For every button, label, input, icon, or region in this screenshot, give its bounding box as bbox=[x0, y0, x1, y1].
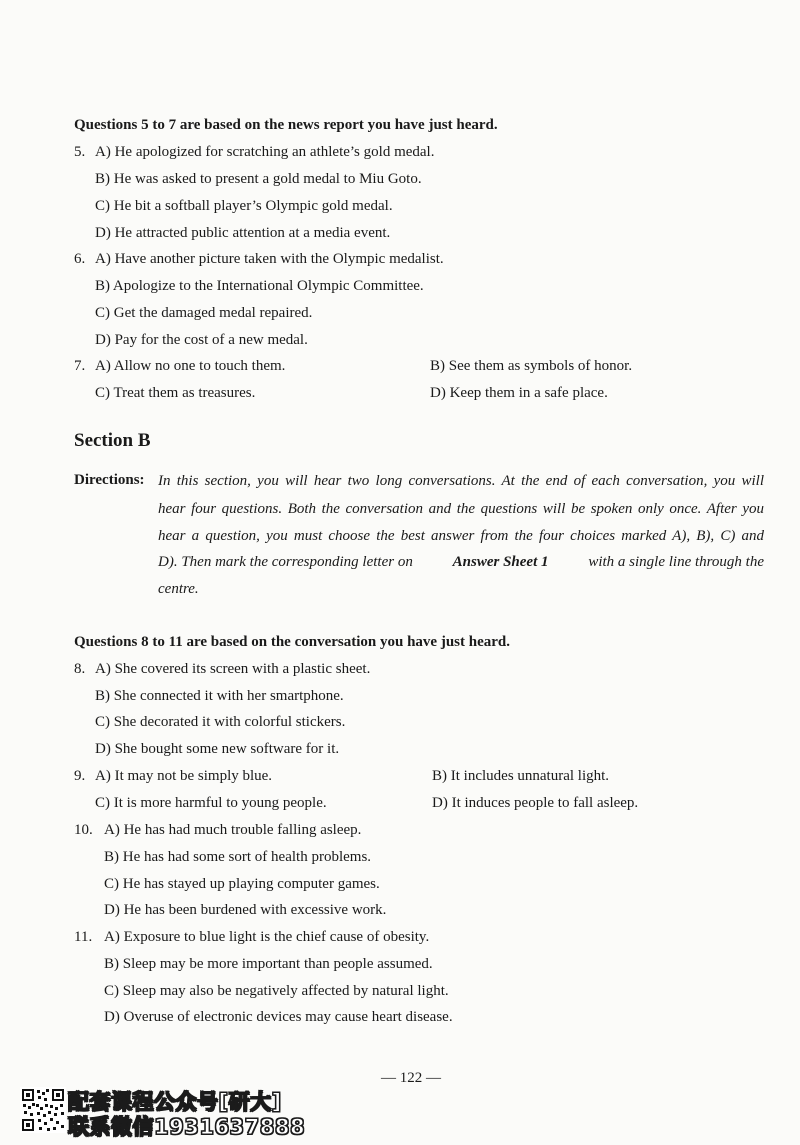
q7-option-a: A) Allow no one to touch them. bbox=[95, 358, 286, 374]
watermark-line-1: 配套课程公众号[研大] bbox=[68, 1090, 282, 1114]
directions-label: Directions: bbox=[74, 472, 145, 488]
q7-option-c: C) Treat them as treasures. bbox=[95, 385, 256, 401]
q10-option-c: C) He has stayed up playing computer games. bbox=[104, 876, 380, 892]
q7-option-d: D) Keep them in a safe place. bbox=[430, 385, 608, 401]
question-number-9: 9. bbox=[74, 768, 86, 784]
question-group-heading-8-11: Questions 8 to 11 are based on the conversation you have just heard. bbox=[74, 634, 510, 650]
q6-option-d: D) Pay for the cost of a new medal. bbox=[95, 332, 308, 348]
directions-line-4 bbox=[158, 554, 764, 571]
directions-line-4-start: D). Then mark the corresponding letter on bbox=[158, 554, 413, 570]
question-number-11: 11. bbox=[74, 929, 93, 945]
page-number: — 122 — bbox=[381, 1070, 441, 1086]
q11-option-a: A) Exposure to blue light is the chief cause of obesity. bbox=[104, 929, 430, 945]
directions-line-5: centre. bbox=[158, 581, 199, 597]
question-number-7: 7. bbox=[74, 358, 86, 374]
q9-option-d: D) It induces people to fall asleep. bbox=[432, 795, 639, 811]
q11-option-b: B) Sleep may be more important than people assumed. bbox=[104, 956, 433, 972]
qr-code-icon bbox=[20, 1087, 66, 1133]
directions-line-3: hear a question, you must choose the best answer from the four choices marked A), B), C) and bbox=[158, 528, 764, 544]
q5-option-a: A) He apologized for scratching an athlete’s gold medal. bbox=[95, 144, 435, 160]
q11-option-d: D) Overuse of electronic devices may cause heart disease. bbox=[104, 1009, 453, 1025]
q8-option-d: D) She bought some new software for it. bbox=[95, 741, 340, 757]
directions-line-2: hear four questions. Both the conversation and the questions will be spoken only once. After you bbox=[158, 501, 764, 517]
directions-line-1: In this section, you will hear two long conversations. At the end of each conversation, you will bbox=[158, 473, 764, 489]
question-number-8: 8. bbox=[74, 661, 86, 677]
q5-option-d: D) He attracted public attention at a media event. bbox=[95, 225, 391, 241]
q8-option-c: C) She decorated it with colorful stickers. bbox=[95, 714, 346, 730]
q6-option-c: C) Get the damaged medal repaired. bbox=[95, 305, 313, 321]
q6-option-a: A) Have another picture taken with the Olympic medalist. bbox=[95, 251, 444, 267]
directions-line-4-end: with a single line through the bbox=[588, 554, 764, 570]
answer-sheet-ref: Answer Sheet 1 bbox=[452, 554, 549, 570]
q9-option-c: C) It is more harmful to young people. bbox=[95, 795, 327, 811]
watermark-line-2: 联系微信1931637888 bbox=[68, 1115, 306, 1139]
q7-option-b: B) See them as symbols of honor. bbox=[430, 358, 633, 374]
question-group-heading-5-7: Questions 5 to 7 are based on the news report you have just heard. bbox=[74, 117, 498, 133]
q10-option-b: B) He has had some sort of health problems. bbox=[104, 849, 372, 865]
question-number-6: 6. bbox=[74, 251, 86, 267]
q8-option-a: A) She covered its screen with a plastic sheet. bbox=[95, 661, 371, 677]
q8-option-b: B) She connected it with her smartphone. bbox=[95, 688, 344, 704]
q5-option-c: C) He bit a softball player’s Olympic gold medal. bbox=[95, 198, 393, 214]
q10-option-a: A) He has had much trouble falling asleep. bbox=[104, 822, 362, 838]
section-title: Section B bbox=[74, 430, 151, 451]
question-number-10: 10. bbox=[74, 822, 93, 838]
q5-option-b: B) He was asked to present a gold medal to Miu Goto. bbox=[95, 171, 422, 187]
q10-option-d: D) He has been burdened with excessive work. bbox=[104, 902, 387, 918]
q9-option-a: A) It may not be simply blue. bbox=[95, 768, 273, 784]
question-number-5: 5. bbox=[74, 144, 86, 160]
q6-option-b: B) Apologize to the International Olympic Committee. bbox=[95, 278, 424, 294]
q9-option-b: B) It includes unnatural light. bbox=[432, 768, 610, 784]
q11-option-c: C) Sleep may also be negatively affected by natural light. bbox=[104, 983, 449, 999]
